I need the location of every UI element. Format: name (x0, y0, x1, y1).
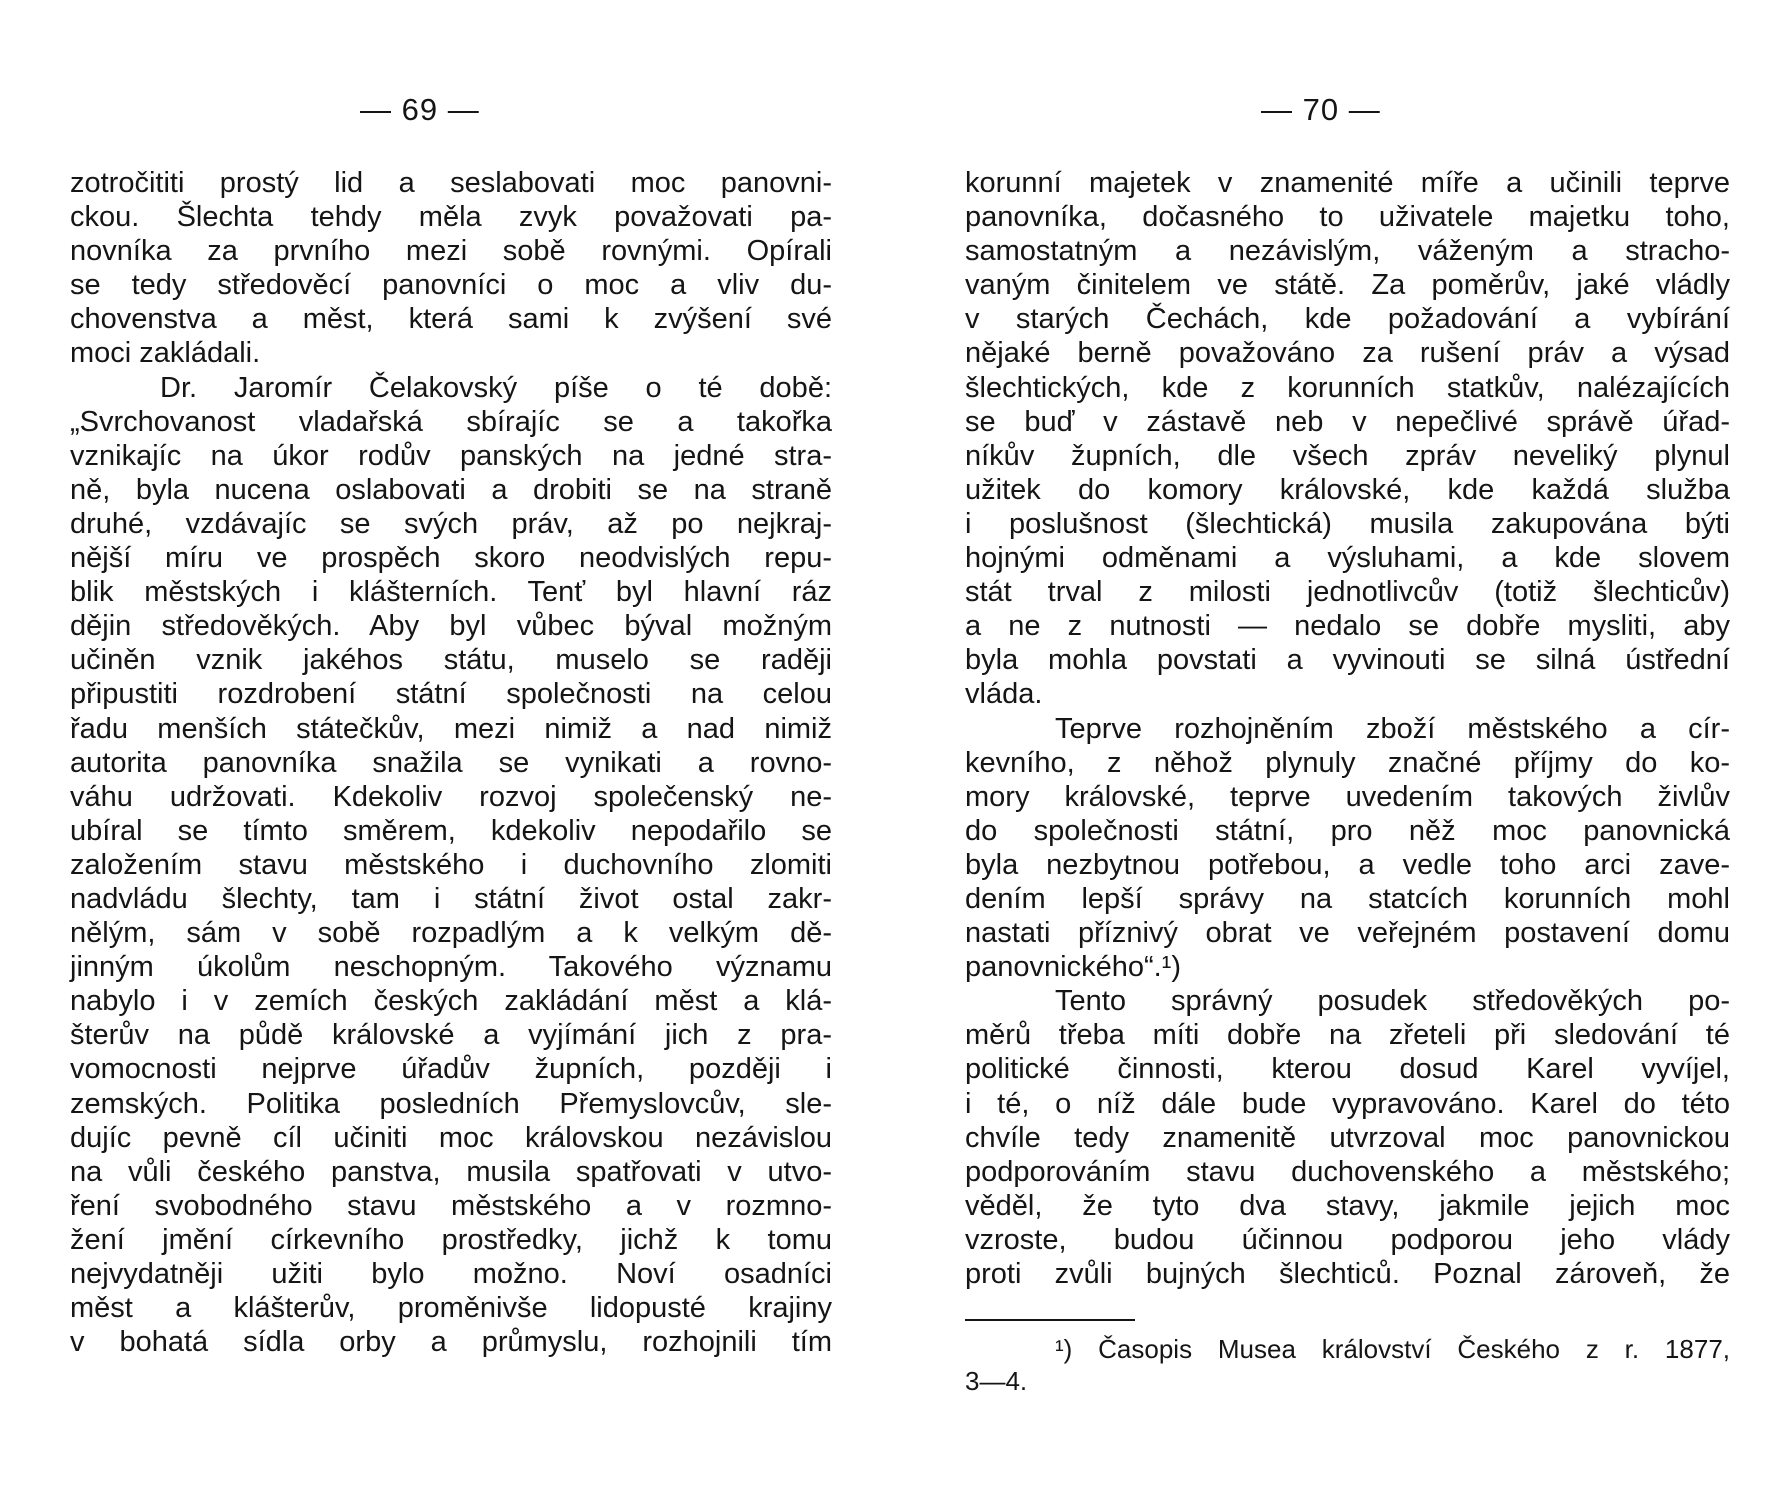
page-number: — 70 — (1261, 92, 1381, 127)
text-line: korunní majetek v znamenité míře a učinili teprve (965, 167, 1730, 199)
text-line: kevního, z něhož plynuly značné příjmy do ko- (965, 746, 1730, 779)
text-line: politické činnosti, kterou dosud Karel vyvíjel, (965, 1053, 1730, 1086)
text-line: ření svobodného stavu městského a v rozmno- (70, 1189, 832, 1222)
text-line: dením lepší správy na statcích korunních mohl (965, 882, 1730, 915)
text-line: ně, byla nucena oslabovati a drobiti se na straně (70, 473, 832, 506)
text-line: učiněn vznik jakéhos státu, muselo se raději (70, 644, 832, 677)
page-number: — 69 — (360, 92, 480, 127)
text-line: i té, o níž dále bude vypravováno. Karel do této (965, 1087, 1730, 1120)
text-line: nastati příznivý obrat ve veřejném postavení domu (965, 917, 1730, 950)
text-line: na vůli českého panstva, musila spatřovati v utvo- (70, 1155, 832, 1188)
text-line: Tento správný posudek středověkých po- (1055, 985, 1730, 1018)
text-line: moci zakládali. (70, 337, 261, 370)
text-line: se tedy středověcí panovníci o moc a vliv du- (70, 269, 832, 302)
text-line: vomocnosti nejprve úřadův župních, později i (70, 1053, 832, 1086)
text-line: druhé, vzdávajíc se svých práv, až po nejkraj- (70, 507, 832, 540)
text-line: panovnického“.¹) (965, 951, 1181, 984)
text-line: vaným činitelem ve státě. Za poměrův, jaké vládly (965, 269, 1730, 302)
text-line: novníka za prvního mezi sobě rovnými. Opírali (70, 235, 832, 268)
footnote (965, 1333, 1730, 1397)
text-line: měst a klášterův, proměnivše lidopusté krajiny (70, 1292, 832, 1325)
text-line: do společnosti státní, pro něž moc panovnická (965, 814, 1730, 847)
text-line: byla mohla povstati a vyvinouti se silná ústřední (965, 644, 1730, 677)
text-line: níkův župních, dle všech zpráv neveliký plynul (965, 439, 1730, 472)
text-line: užitek do komory královské, kde každá služba (965, 473, 1730, 506)
text-line: řadu menších státečkův, mezi nimiž a nad nimiž (70, 712, 832, 745)
text-line: jinným úkolům neschopným. Takového významu (70, 951, 832, 984)
text-line: dějin středověkých. Aby byl vůbec býval možným (70, 610, 832, 643)
text-line: Dr. Jaromír Čelakovský píše o té době: (160, 371, 832, 404)
text-line: váhu udržovati. Kdekoliv rozvoj společenský ne- (70, 780, 832, 813)
text-line: šterův na půdě královské a vyjímání jich z pra- (70, 1019, 832, 1052)
text-line: mory královské, teprve uvedením takových živlův (965, 780, 1730, 813)
text-line: stát trval z milosti jednotlivcův (totiž šlechticův) (965, 576, 1730, 609)
text-line: ubíral se tímto směrem, kdekoliv nepodařilo se (70, 814, 832, 847)
text-line: i poslušnost (šlechtická) musila zakupována býti (965, 507, 1730, 540)
text-line: vláda. (965, 678, 1043, 711)
text-line: vznikajíc na úkor rodův panských na jedné stra- (70, 439, 832, 472)
text-line: měrů třeba míti dobře na zřeteli při sledování té (965, 1019, 1730, 1052)
footnote-line: 3—4. (965, 1366, 1028, 1396)
text-line: nejvydatněji užiti bylo možno. Noví osadníci (70, 1258, 832, 1290)
text-line: nadvládu šlechty, tam i státní život ostal zakr- (70, 882, 832, 915)
text-line: se buď v zástavě neb v nepečlivé správě úřad- (965, 405, 1730, 438)
text-line: nějaké berně považováno za rušení práv a výsad (965, 337, 1730, 370)
text-line: a ne z nutnosti — nedalo se dobře mysliti, aby (965, 610, 1730, 643)
text-line: v starých Čechách, kde požadování a vybírání (965, 303, 1730, 336)
text-line: chovenstva a měst, která sami k zvýšení své (70, 303, 832, 336)
text-line: proti zvůli bujných šlechticů. Poznal zároveň, že (965, 1258, 1730, 1290)
text-line: šlechtických, kde z korunních statkův, nalézajících (965, 371, 1730, 404)
text-line: nabylo i v zemích českých zakládání měst a klá- (70, 985, 832, 1018)
text-line: hojnými odměnami a výsluhami, a kde slovem (965, 542, 1730, 575)
text-line: ckou. Šlechta tehdy měla zvyk považovati pa- (70, 201, 832, 234)
text-line: nělým, sám v sobě rozpadlým a k velkým dě- (70, 917, 832, 950)
text-line: zotročititi prostý lid a seslabovati moc panovni- (70, 167, 832, 199)
text-line: v bohatá sídla orby a průmyslu, rozhojnili tím (70, 1326, 832, 1359)
text-line: nější míru ve prospěch skoro neodvislých repu- (70, 542, 832, 575)
text-line: podporováním stavu duchovenského a městského; (965, 1155, 1730, 1188)
text-line: žení jmění církevního prostředky, jichž k tomu (70, 1223, 832, 1256)
body-text (965, 166, 1730, 1291)
text-line: „Svrchovanost vladařská sbírajíc se a takořka (70, 405, 832, 438)
text-line: chvíle tedy znamenitě utvrzoval moc panovnickou (965, 1121, 1730, 1154)
right-page (891, 0, 1782, 1501)
footnote-line: ¹) Časopis Musea království Českého z r. 1877, (1055, 1334, 1730, 1364)
text-line: Teprve rozhojněním zboží městského a cír- (1055, 712, 1730, 745)
text-line: vzroste, budou účinnou podporou jeho vlády (965, 1223, 1730, 1256)
footnote-divider (965, 1319, 1135, 1321)
text-line: dujíc pevně cíl učiniti moc královskou nezávislou (70, 1121, 832, 1154)
text-line: zemských. Politika posledních Přemyslovcův, sle- (70, 1087, 832, 1120)
text-line: byla nezbytnou potřebou, a vedle toho arci zave- (965, 848, 1730, 881)
text-line: blik městských i klášterních. Tenť byl hlavní ráz (70, 576, 832, 609)
text-line: panovníka, dočasného to uživatele majetku toho, (965, 201, 1730, 234)
body-text (70, 166, 832, 1359)
text-line: věděl, že tyto dva stavy, jakmile jejich moc (965, 1189, 1730, 1222)
text-line: založením stavu městského i duchovního zlomiti (70, 848, 832, 881)
text-line: autorita panovníka snažila se vynikati a rovno- (70, 746, 832, 779)
text-line: připustiti rozdrobení státní společnosti na celou (70, 678, 832, 711)
text-line: samostatným a nezávislým, váženým a stracho- (965, 235, 1730, 268)
